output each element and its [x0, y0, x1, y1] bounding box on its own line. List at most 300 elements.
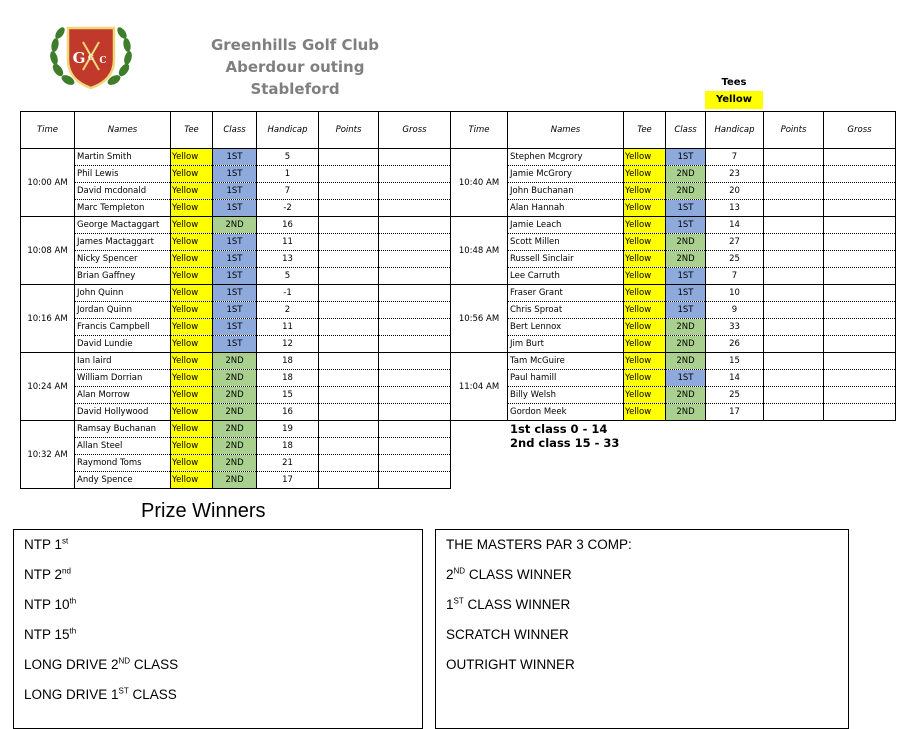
player-name: Andy Spence [75, 472, 171, 489]
player-class: 1ST [213, 183, 257, 200]
prize-line [24, 657, 178, 672]
player-gross [824, 336, 896, 353]
player-name: George Mactaggart [75, 217, 171, 234]
table-header-row [21, 112, 896, 149]
player-tee: Yellow [624, 353, 666, 370]
player-gross [824, 353, 896, 370]
player-points [764, 268, 824, 285]
empty-cell [666, 438, 706, 455]
empty-cell [624, 472, 666, 489]
player-gross [379, 149, 451, 166]
player-gross [379, 319, 451, 336]
table-row [21, 149, 896, 166]
player-class: 1ST [666, 200, 706, 217]
svg-text:C: C [99, 56, 107, 66]
player-gross [824, 149, 896, 166]
empty-cell [706, 438, 764, 455]
player-class: 2ND [213, 438, 257, 455]
player-class: 1ST [213, 268, 257, 285]
player-points [764, 387, 824, 404]
player-tee: Yellow [171, 183, 213, 200]
player-handicap: 12 [257, 336, 319, 353]
player-tee: Yellow [624, 285, 666, 302]
player-name: David Hollywood [75, 404, 171, 421]
empty-cell [824, 421, 896, 438]
player-handicap: 17 [706, 404, 764, 421]
column-header-class: Class [213, 112, 257, 149]
player-class: 2ND [666, 404, 706, 421]
prize-line [24, 567, 71, 582]
player-points [319, 268, 379, 285]
player-name: Lee Carruth [508, 268, 624, 285]
empty-cell [666, 421, 706, 438]
player-handicap: 25 [706, 251, 764, 268]
table-row [21, 285, 896, 302]
player-tee: Yellow [171, 234, 213, 251]
player-name: Jamie McGrory [508, 166, 624, 183]
empty-cell [624, 438, 666, 455]
player-points [319, 166, 379, 183]
player-points [319, 319, 379, 336]
player-class: 1ST [666, 302, 706, 319]
column-header-names: Names [75, 112, 171, 149]
player-class: 2ND [666, 353, 706, 370]
player-name: Jim Burt [508, 336, 624, 353]
player-gross [824, 370, 896, 387]
player-points [319, 285, 379, 302]
player-handicap: 1 [257, 166, 319, 183]
class-note-1st: 1st class 0 - 14 [510, 422, 608, 436]
outing-name: Aberdour outing [225, 58, 365, 76]
column-header-gross: Gross [824, 112, 896, 149]
player-class: 1ST [213, 166, 257, 183]
player-name: Tam McGuire [508, 353, 624, 370]
player-gross [379, 455, 451, 472]
player-name: Russell Sinclair [508, 251, 624, 268]
player-tee: Yellow [171, 319, 213, 336]
player-gross [379, 285, 451, 302]
player-handicap: 26 [706, 336, 764, 353]
prize-label: NTP 15 [24, 627, 70, 642]
player-name: Fraser Grant [508, 285, 624, 302]
player-handicap: 15 [706, 353, 764, 370]
player-handicap: 15 [257, 387, 319, 404]
player-gross [824, 268, 896, 285]
table-row [21, 438, 896, 455]
player-points [764, 370, 824, 387]
prize-ordinal: nd [62, 566, 71, 576]
player-name: Billy Welsh [508, 387, 624, 404]
prize-ordinal: ST [118, 686, 129, 696]
player-tee: Yellow [624, 319, 666, 336]
player-name: Phil Lewis [75, 166, 171, 183]
player-name: Chris Sproat [508, 302, 624, 319]
player-name: William Dorrian [75, 370, 171, 387]
column-header-handicap: Handicap [706, 112, 764, 149]
column-header-tee: Tee [624, 112, 666, 149]
column-header-tee: Tee [171, 112, 213, 149]
player-handicap: 11 [257, 319, 319, 336]
tee-time: 10:56 AM [451, 285, 508, 353]
player-class: 2ND [213, 217, 257, 234]
tees-indicator [705, 75, 763, 109]
player-gross [379, 404, 451, 421]
player-gross [379, 166, 451, 183]
empty-cell [706, 455, 764, 472]
player-handicap: 25 [706, 387, 764, 404]
player-points [319, 421, 379, 438]
player-handicap: 23 [706, 166, 764, 183]
empty-cell [824, 438, 896, 455]
tee-time: 10:40 AM [451, 149, 508, 217]
empty-cell [451, 438, 508, 455]
prize-label: OUTRIGHT WINNER [446, 657, 575, 672]
player-name: Brian Gaffney [75, 268, 171, 285]
player-points [764, 302, 824, 319]
prize-label: 2 [446, 567, 454, 582]
player-gross [824, 251, 896, 268]
empty-cell [764, 472, 824, 489]
player-points [764, 404, 824, 421]
player-handicap: 14 [706, 217, 764, 234]
tee-times-table [20, 111, 896, 489]
player-gross [824, 166, 896, 183]
player-gross [379, 251, 451, 268]
prize-box-left [13, 529, 423, 729]
player-class: 2ND [213, 472, 257, 489]
player-name: James Mactaggart [75, 234, 171, 251]
player-tee: Yellow [171, 149, 213, 166]
player-class: 2ND [666, 251, 706, 268]
player-handicap: 11 [257, 234, 319, 251]
player-tee: Yellow [171, 353, 213, 370]
player-handicap: 7 [706, 268, 764, 285]
club-name: Greenhills Golf Club [210, 36, 380, 54]
column-header-points: Points [764, 112, 824, 149]
player-points [764, 353, 824, 370]
empty-cell [624, 421, 666, 438]
prize-ordinal: ND [118, 656, 131, 666]
player-name: Bert Lennox [508, 319, 624, 336]
player-class: 2ND [666, 183, 706, 200]
player-class: 1ST [213, 319, 257, 336]
player-points [319, 353, 379, 370]
player-name: Nicky Spencer [75, 251, 171, 268]
player-handicap: 19 [257, 421, 319, 438]
player-class: 1ST [213, 336, 257, 353]
column-header-class: Class [666, 112, 706, 149]
empty-cell [706, 472, 764, 489]
player-handicap: 18 [257, 353, 319, 370]
player-class: 2ND [666, 319, 706, 336]
player-points [319, 455, 379, 472]
player-handicap: 10 [706, 285, 764, 302]
empty-cell [508, 472, 624, 489]
player-tee: Yellow [171, 200, 213, 217]
player-class: 2ND [213, 353, 257, 370]
player-gross [379, 472, 451, 489]
player-tee: Yellow [171, 217, 213, 234]
player-name: Raymond Toms [75, 455, 171, 472]
prize-line [446, 657, 575, 672]
table-row [21, 472, 896, 489]
player-class: 1ST [666, 370, 706, 387]
player-class: 1ST [666, 268, 706, 285]
player-tee: Yellow [171, 251, 213, 268]
empty-cell [451, 472, 508, 489]
player-name: Jordan Quinn [75, 302, 171, 319]
player-points [764, 285, 824, 302]
player-gross [824, 200, 896, 217]
player-class: 2ND [213, 370, 257, 387]
tee-time: 10:24 AM [21, 353, 75, 421]
tee-time: 10:00 AM [21, 149, 75, 217]
player-points [319, 200, 379, 217]
player-tee: Yellow [171, 438, 213, 455]
player-gross [379, 234, 451, 251]
empty-cell [824, 455, 896, 472]
column-header-gross: Gross [379, 112, 451, 149]
document-header [200, 34, 390, 100]
player-name: Ian laird [75, 353, 171, 370]
player-tee: Yellow [624, 251, 666, 268]
player-points [319, 234, 379, 251]
player-tee: Yellow [171, 404, 213, 421]
player-class: 2ND [666, 336, 706, 353]
prize-label: NTP 1 [24, 537, 63, 552]
player-gross [379, 387, 451, 404]
player-points [319, 302, 379, 319]
player-gross [824, 217, 896, 234]
player-handicap: 13 [706, 200, 764, 217]
player-tee: Yellow [171, 268, 213, 285]
player-class: 1ST [213, 200, 257, 217]
player-name: Marc Templeton [75, 200, 171, 217]
player-handicap: 27 [706, 234, 764, 251]
tee-time: 10:48 AM [451, 217, 508, 285]
player-class: 2ND [213, 387, 257, 404]
player-class: 1ST [666, 149, 706, 166]
player-points [319, 336, 379, 353]
prize-label: THE MASTERS PAR 3 COMP: [446, 537, 632, 552]
player-handicap: 5 [257, 268, 319, 285]
player-class: 1ST [213, 302, 257, 319]
prize-line [24, 687, 177, 702]
player-tee: Yellow [624, 370, 666, 387]
player-gross [379, 268, 451, 285]
format-name: Stableford [250, 80, 340, 98]
player-points [764, 251, 824, 268]
prize-line [24, 537, 68, 552]
player-handicap: -2 [257, 200, 319, 217]
club-logo [48, 18, 134, 94]
player-class: 1ST [213, 149, 257, 166]
player-class: 1ST [666, 285, 706, 302]
player-name: Jamie Leach [508, 217, 624, 234]
player-points [764, 336, 824, 353]
tees-value: Yellow [705, 91, 763, 109]
empty-cell [764, 438, 824, 455]
player-tee: Yellow [624, 183, 666, 200]
player-tee: Yellow [171, 166, 213, 183]
player-name: Gordon Meek [508, 404, 624, 421]
player-handicap: 9 [706, 302, 764, 319]
player-tee: Yellow [171, 455, 213, 472]
prize-box-right [435, 529, 849, 729]
player-points [319, 183, 379, 200]
player-tee: Yellow [624, 302, 666, 319]
player-handicap: 2 [257, 302, 319, 319]
empty-cell [624, 455, 666, 472]
player-class: 2ND [213, 455, 257, 472]
empty-cell [666, 455, 706, 472]
player-name: Paul hamill [508, 370, 624, 387]
column-header-points: Points [319, 112, 379, 149]
prize-line [446, 597, 570, 612]
player-points [764, 234, 824, 251]
prize-ordinal: th [69, 596, 77, 606]
player-name: Scott Millen [508, 234, 624, 251]
player-points [764, 149, 824, 166]
table-row [21, 353, 896, 370]
player-handicap: 7 [706, 149, 764, 166]
player-points [764, 200, 824, 217]
column-header-time: Time [451, 112, 508, 149]
tee-time: 10:16 AM [21, 285, 75, 353]
empty-cell [824, 472, 896, 489]
prize-line [24, 597, 76, 612]
player-tee: Yellow [624, 336, 666, 353]
player-class: 2ND [213, 421, 257, 438]
player-handicap: 18 [257, 438, 319, 455]
player-gross [379, 370, 451, 387]
player-points [764, 319, 824, 336]
prize-label: 1 [446, 597, 454, 612]
table-row [21, 217, 896, 234]
class-ranges [510, 422, 619, 450]
player-name: Ramsay Buchanan [75, 421, 171, 438]
player-tee: Yellow [171, 370, 213, 387]
player-tee: Yellow [171, 302, 213, 319]
player-handicap: 33 [706, 319, 764, 336]
player-class: 1ST [213, 234, 257, 251]
player-handicap: 20 [706, 183, 764, 200]
prize-label-tail: CLASS [128, 687, 177, 702]
prize-ordinal: th [69, 626, 77, 636]
player-points [319, 149, 379, 166]
player-tee: Yellow [624, 404, 666, 421]
player-points [319, 404, 379, 421]
empty-cell [764, 421, 824, 438]
player-gross [824, 404, 896, 421]
player-gross [824, 234, 896, 251]
empty-cell [764, 455, 824, 472]
prize-label: SCRATCH WINNER [446, 627, 569, 642]
tees-label: Tees [721, 77, 747, 88]
prize-label: NTP 10 [24, 597, 70, 612]
player-gross [824, 183, 896, 200]
svg-text:G: G [88, 53, 94, 62]
empty-cell [451, 421, 508, 438]
player-name: John Quinn [75, 285, 171, 302]
player-points [319, 251, 379, 268]
player-tee: Yellow [624, 234, 666, 251]
prize-line [446, 537, 632, 552]
player-tee: Yellow [171, 421, 213, 438]
player-gross [379, 183, 451, 200]
player-tee: Yellow [624, 387, 666, 404]
prize-label-tail: CLASS WINNER [465, 567, 572, 582]
prize-label-tail: CLASS WINNER [463, 597, 571, 612]
player-gross [379, 302, 451, 319]
player-gross [379, 438, 451, 455]
player-gross [379, 200, 451, 217]
tee-time: 11:04 AM [451, 353, 508, 421]
prize-line [446, 627, 569, 642]
player-handicap: 17 [257, 472, 319, 489]
prize-line [446, 567, 572, 582]
prize-label: LONG DRIVE 2 [24, 657, 119, 672]
player-tee: Yellow [171, 387, 213, 404]
player-class: 1ST [213, 285, 257, 302]
player-name: Alan Morrow [75, 387, 171, 404]
player-tee: Yellow [624, 200, 666, 217]
tee-time: 10:08 AM [21, 217, 75, 285]
prize-label: NTP 2 [24, 567, 63, 582]
svg-text:G: G [72, 49, 86, 67]
player-gross [824, 387, 896, 404]
player-points [319, 370, 379, 387]
prize-ordinal: ST [453, 596, 464, 606]
tee-time: 10:32 AM [21, 421, 75, 489]
player-class: 2ND [213, 404, 257, 421]
player-handicap: 16 [257, 404, 319, 421]
prize-label-tail: CLASS [130, 657, 179, 672]
player-gross [379, 353, 451, 370]
player-handicap: 7 [257, 183, 319, 200]
empty-cell [508, 455, 624, 472]
player-name: Martin Smith [75, 149, 171, 166]
player-name: John Buchanan [508, 183, 624, 200]
player-points [319, 387, 379, 404]
player-name: Allan Steel [75, 438, 171, 455]
player-handicap: 5 [257, 149, 319, 166]
player-handicap: 21 [257, 455, 319, 472]
empty-cell [666, 472, 706, 489]
column-header-names: Names [508, 112, 624, 149]
player-class: 1ST [666, 217, 706, 234]
prize-label: LONG DRIVE 1 [24, 687, 119, 702]
player-class: 2ND [666, 166, 706, 183]
player-tee: Yellow [624, 217, 666, 234]
player-tee: Yellow [171, 285, 213, 302]
prize-ordinal: ND [453, 566, 466, 576]
prize-ordinal: st [62, 536, 69, 546]
player-handicap: 14 [706, 370, 764, 387]
player-points [319, 438, 379, 455]
class-note-2nd: 2nd class 15 - 33 [510, 436, 620, 450]
empty-cell [451, 455, 508, 472]
player-tee: Yellow [624, 166, 666, 183]
table-row [21, 455, 896, 472]
player-points [764, 183, 824, 200]
player-handicap: -1 [257, 285, 319, 302]
player-tee: Yellow [624, 149, 666, 166]
prize-winners-title: Prize Winners [141, 500, 266, 522]
player-points [764, 217, 824, 234]
empty-cell [706, 421, 764, 438]
player-gross [379, 336, 451, 353]
